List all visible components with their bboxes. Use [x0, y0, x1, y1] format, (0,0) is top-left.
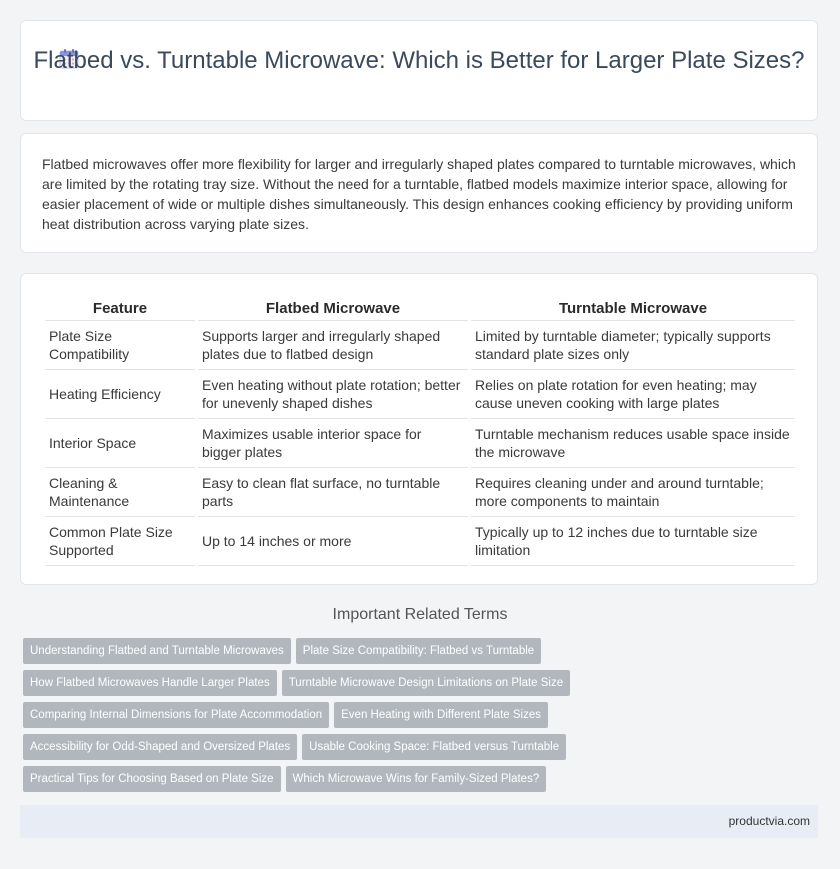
- related-terms-heading: Important Related Terms: [332, 606, 508, 623]
- turntable-cell: Typically up to 12 inches due to turntable size limitation: [471, 517, 795, 566]
- flatbed-cell: Easy to clean flat surface, no turntable parts: [198, 468, 468, 517]
- related-term-tag[interactable]: Comparing Internal Dimensions for Plate Accommodation: [23, 702, 329, 728]
- column-header-flatbed: Flatbed Microwave: [198, 296, 468, 321]
- table-header-row: [45, 296, 795, 321]
- related-term-tag[interactable]: Plate Size Compatibility: Flatbed vs Turntable: [296, 638, 541, 664]
- turntable-cell: Limited by turntable diameter; typically supports standard plate sizes only: [471, 321, 795, 370]
- page-title: Flatbed vs. Turntable Microwave: Which is Better for Larger Plate Sizes?: [33, 47, 805, 74]
- flatbed-cell: Even heating without plate rotation; better for unevenly shaped dishes: [198, 370, 468, 419]
- feature-cell: Common Plate Size Supported: [45, 517, 195, 566]
- turntable-cell: Relies on plate rotation for even heating; may cause uneven cooking with large plates: [471, 370, 795, 419]
- related-term-tag[interactable]: Even Heating with Different Plate Sizes: [334, 702, 548, 728]
- intro-card: [20, 133, 818, 253]
- feature-cell: Heating Efficiency: [45, 370, 195, 419]
- intro-paragraph: Flatbed microwaves offer more flexibility for larger and irregularly shaped plates compared to turntable microwaves, which are limited by the rotating tray size. Without the need for a turntable, flatbed models maximize interior space, allowing for easier placement of wide or multiple dishes simultaneously. This design enhances cooking efficiency by providing uniform heat distribution across varying plate sizes.: [42, 156, 796, 232]
- feature-cell: Interior Space: [45, 419, 195, 468]
- column-header-turntable: Turntable Microwave: [471, 296, 795, 321]
- table-row: [45, 370, 795, 419]
- flatbed-cell: Supports larger and irregularly shaped plates due to flatbed design: [198, 321, 468, 370]
- turntable-cell: Requires cleaning under and around turntable; more components to maintain: [471, 468, 795, 517]
- feature-cell: Plate Size Compatibility: [45, 321, 195, 370]
- table-row: [45, 468, 795, 517]
- related-term-tag[interactable]: Accessibility for Odd-Shaped and Oversized Plates: [23, 734, 297, 760]
- table-row: [45, 517, 795, 566]
- related-term-tag[interactable]: Understanding Flatbed and Turntable Microwaves: [23, 638, 291, 664]
- comparison-table: [42, 296, 798, 566]
- footer: [20, 805, 818, 838]
- table-row: [45, 321, 795, 370]
- related-term-tag[interactable]: Turntable Microwave Design Limitations on Plate Size: [282, 670, 570, 696]
- flatbed-cell: Maximizes usable interior space for bigger plates: [198, 419, 468, 468]
- column-header-feature: Feature: [45, 296, 195, 321]
- header-card: [20, 20, 818, 121]
- flatbed-cell: Up to 14 inches or more: [198, 517, 468, 566]
- comparison-table-card: [20, 273, 818, 585]
- related-term-tag[interactable]: Usable Cooking Space: Flatbed versus Turntable: [302, 734, 566, 760]
- related-term-tag[interactable]: How Flatbed Microwaves Handle Larger Plates: [23, 670, 277, 696]
- related-terms-list: [23, 638, 623, 798]
- related-term-tag[interactable]: Practical Tips for Choosing Based on Plate Size: [23, 766, 281, 792]
- feature-cell: Cleaning & Maintenance: [45, 468, 195, 517]
- turntable-cell: Turntable mechanism reduces usable space inside the microwave: [471, 419, 795, 468]
- footer-site-link[interactable]: productvia.com: [728, 814, 810, 828]
- related-term-tag[interactable]: Which Microwave Wins for Family-Sized Plates?: [286, 766, 547, 792]
- table-row: [45, 419, 795, 468]
